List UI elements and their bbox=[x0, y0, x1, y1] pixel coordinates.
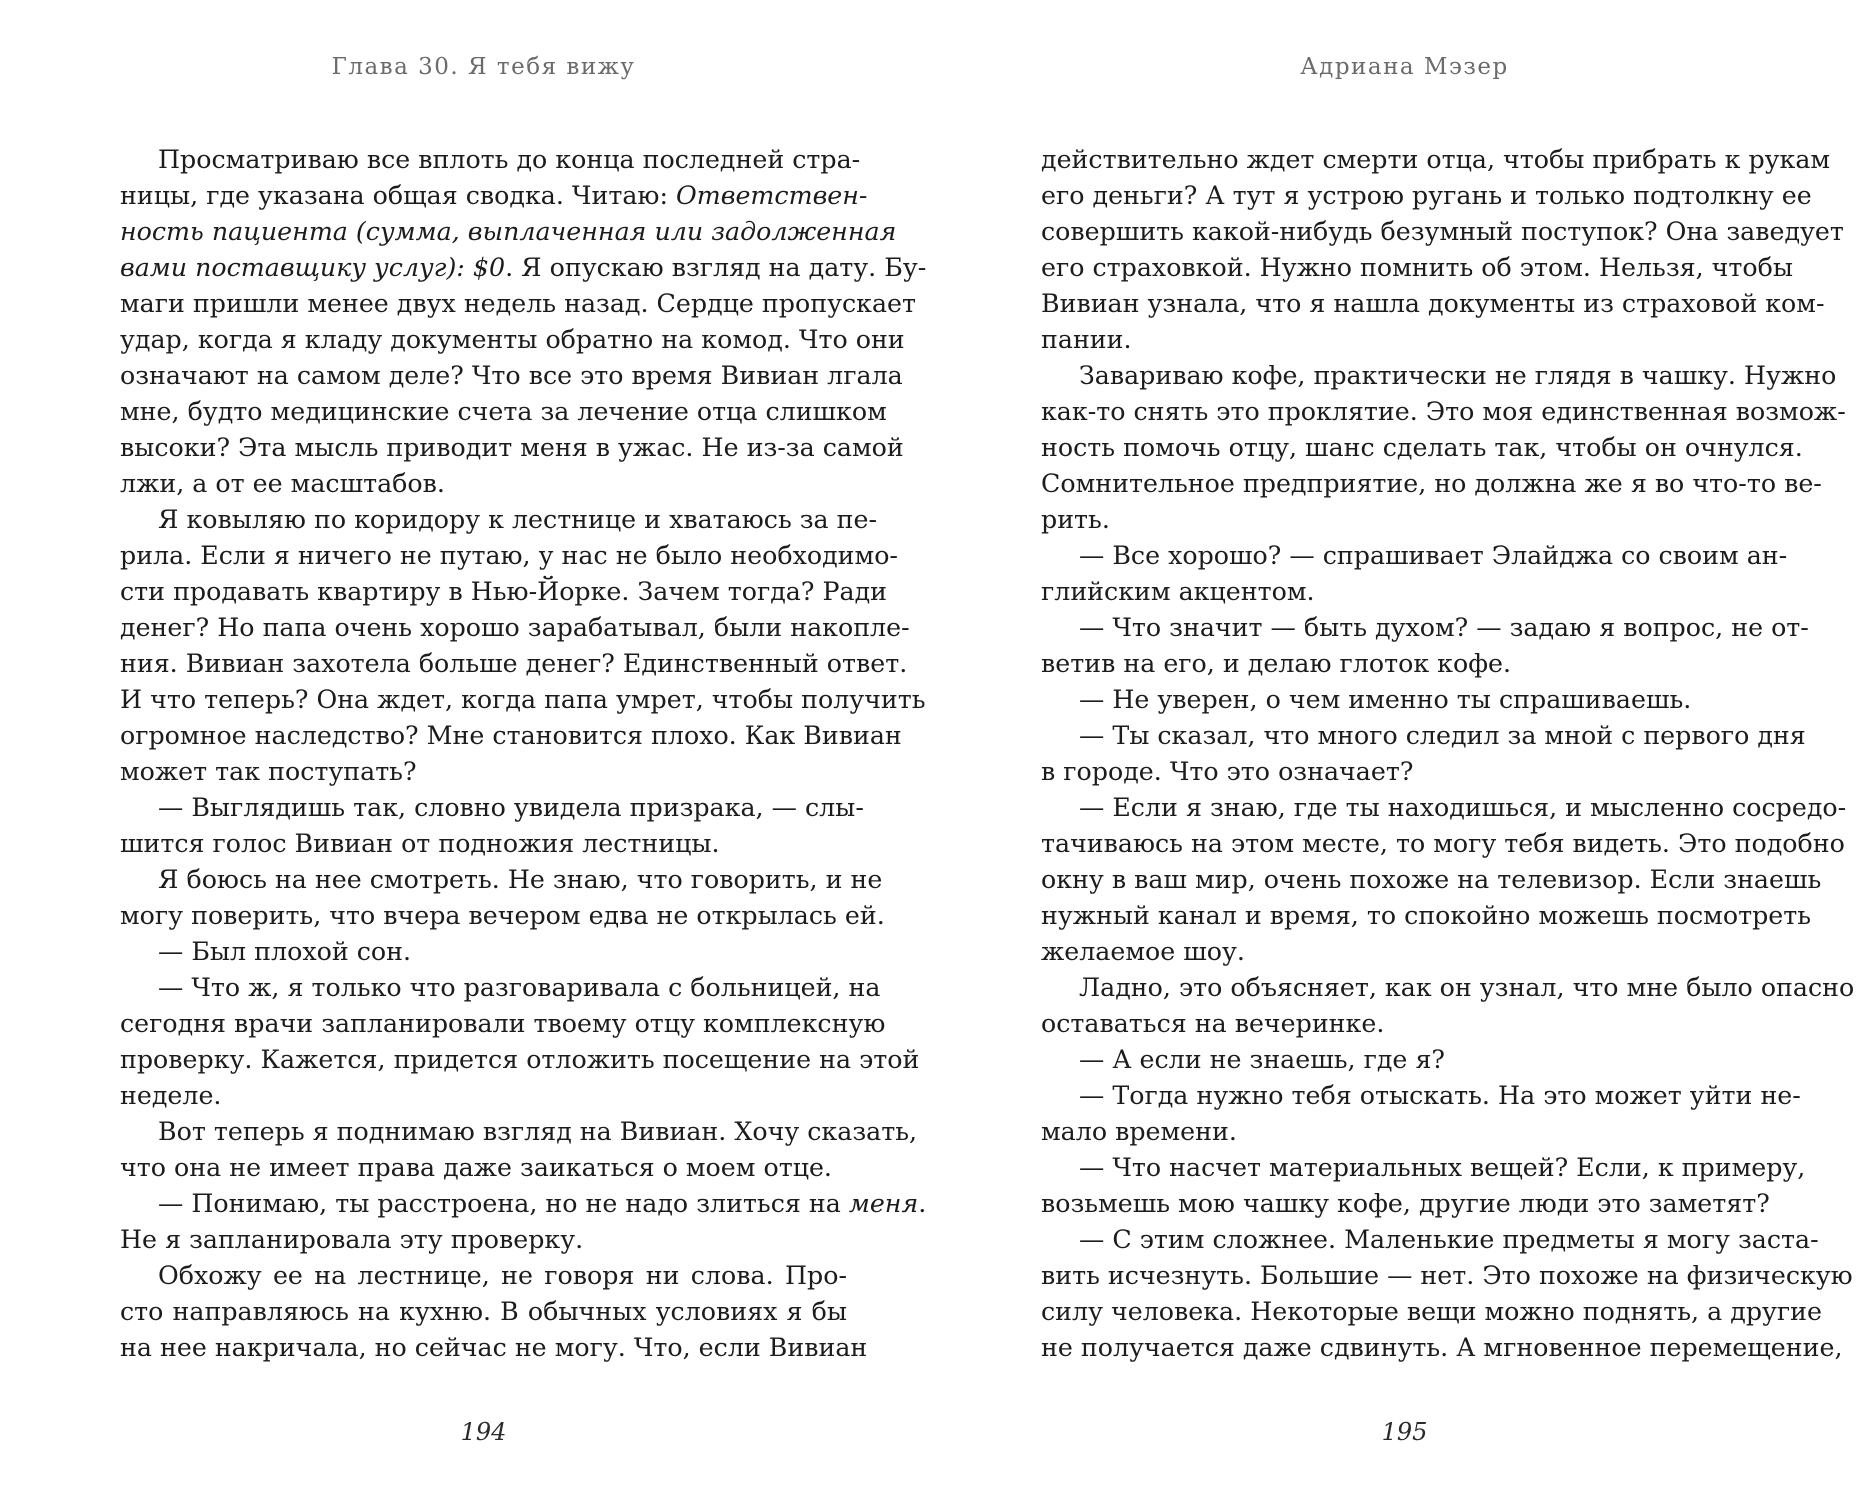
page-number: 194 bbox=[460, 1418, 507, 1446]
line-text: . bbox=[918, 1189, 927, 1218]
line-text: в городе. Что это означает? bbox=[1041, 757, 1414, 786]
text-line bbox=[120, 1222, 847, 1258]
text-line bbox=[120, 430, 904, 466]
line-text: как-то снять это проклятие. Это моя единственная возмож- bbox=[1041, 397, 1846, 426]
text-line bbox=[120, 1006, 886, 1042]
text-line bbox=[1041, 538, 1788, 574]
line-text: маги пришли менее двух недель назад. Сердце пропускает bbox=[120, 289, 916, 318]
text-line bbox=[1041, 718, 1806, 754]
text-line bbox=[120, 970, 881, 1006]
text-line bbox=[120, 1150, 847, 1186]
line-text: — Что значит — быть духом? — задаю я вопрос, не от- bbox=[1079, 613, 1809, 642]
text-line bbox=[120, 898, 885, 934]
text-line bbox=[120, 286, 916, 322]
line-text: может так поступать? bbox=[120, 757, 417, 786]
text-line bbox=[1041, 1294, 1822, 1330]
line-text: сто направляюсь на кухню. В обычных условиях я бы bbox=[120, 1297, 847, 1326]
line-text: — Тогда нужно тебя отыскать. На это может уйти не- bbox=[1079, 1081, 1801, 1110]
line-text: возьмешь мою чашку кофе, другие люди это заметят? bbox=[1041, 1189, 1770, 1218]
running-head-chapter: Глава 30. Я тебя вижу bbox=[331, 54, 636, 80]
line-text: огромное наследство? Мне становится плохо. Как Вивиан bbox=[120, 721, 902, 750]
text-line bbox=[120, 934, 847, 970]
line-text: ницы, где указана общая сводка. Читаю: bbox=[120, 181, 677, 210]
line-text: — Не уверен, о чем именно ты спрашиваешь. bbox=[1079, 685, 1692, 714]
line-text: что она не имеет права даже заикаться о моем отце. bbox=[120, 1153, 832, 1182]
line-text: Я ковыляю по коридору к лестнице и хватаюсь за пе- bbox=[158, 505, 878, 534]
text-line bbox=[1041, 1114, 1768, 1150]
line-text: — Понимаю, ты расстроена, но не надо злиться на bbox=[158, 1189, 849, 1218]
line-text: лжи, а от ее масштабов. bbox=[120, 469, 445, 498]
line-text: ния. Вивиан захотела больше денег? Единственный ответ. bbox=[120, 649, 908, 678]
line-text: неделе. bbox=[120, 1081, 222, 1110]
text-line bbox=[1041, 1150, 1806, 1186]
line-text: не получается даже сдвинуть. А мгновенное перемещение, bbox=[1041, 1333, 1843, 1362]
text-line bbox=[1041, 754, 1768, 790]
line-text: желаемое шоу. bbox=[1041, 937, 1245, 966]
line-text: — А если не знаешь, где я? bbox=[1079, 1045, 1445, 1074]
line-text: удар, когда я кладу документы обратно на комод. Что они bbox=[120, 325, 905, 354]
text-line bbox=[120, 1330, 868, 1366]
line-text: глийским акцентом. bbox=[1041, 577, 1315, 606]
line-text: мне, будто медицинские счета за лечение отца слишком bbox=[120, 397, 887, 426]
line-text: нужный канал и время, то спокойно можешь посмотреть bbox=[1041, 901, 1812, 930]
text-line bbox=[120, 574, 888, 610]
text-line bbox=[120, 1078, 847, 1114]
text-line bbox=[120, 502, 878, 538]
text-line bbox=[1041, 862, 1822, 898]
line-text: совершить какой-нибудь безумный поступок? Она заведует bbox=[1041, 217, 1844, 246]
line-text: рить. bbox=[1041, 505, 1110, 534]
text-line bbox=[120, 1042, 920, 1078]
text-line bbox=[120, 610, 910, 646]
line-text: Вивиан узнала, что я нашла документы из страховой ком- bbox=[1041, 289, 1825, 318]
text-line bbox=[120, 826, 847, 862]
text-line bbox=[1041, 1330, 1843, 1366]
line-text: — Что ж, я только что разговаривала с больницей, на bbox=[158, 973, 881, 1002]
text-line bbox=[1041, 790, 1847, 826]
line-text: проверку. Кажется, придется отложить посещение на этой bbox=[120, 1045, 920, 1074]
left-page bbox=[120, 0, 927, 1500]
left-page-text bbox=[120, 142, 927, 1366]
text-line bbox=[1041, 1222, 1819, 1258]
line-text: Завариваю кофе, практически не глядя в чашку. Нужно bbox=[1079, 361, 1837, 390]
line-text: Не я запланировала эту проверку. bbox=[120, 1225, 584, 1254]
right-page bbox=[1041, 0, 1855, 1500]
text-line bbox=[120, 790, 864, 826]
line-text: Я боюсь на нее смотреть. Не знаю, что говорить, и не bbox=[158, 865, 883, 894]
text-line bbox=[1041, 826, 1845, 862]
text-line bbox=[1041, 1042, 1768, 1078]
text-line bbox=[120, 862, 883, 898]
text-line bbox=[1041, 1258, 1853, 1294]
line-text: окну в ваш мир, очень похоже на телевизор. Если знаешь bbox=[1041, 865, 1822, 894]
line-text: мало времени. bbox=[1041, 1117, 1237, 1146]
text-line bbox=[120, 1258, 847, 1294]
line-text: его деньги? А тут я устрою ругань и только подтолкну ее bbox=[1041, 181, 1812, 210]
line-text: — Если я знаю, где ты находишься, и мысленно сосредо- bbox=[1079, 793, 1847, 822]
line-text: — Был плохой сон. bbox=[158, 937, 412, 966]
line-text: на нее накричала, но сейчас не могу. Что, если Вивиан bbox=[120, 1333, 868, 1362]
text-line bbox=[1041, 1006, 1768, 1042]
text-line bbox=[1041, 898, 1812, 934]
line-text: сегодня врачи запланировали твоему отцу комплексную bbox=[120, 1009, 886, 1038]
text-line bbox=[120, 250, 927, 286]
line-text: силу человека. Некоторые вещи можно поднять, а другие bbox=[1041, 1297, 1822, 1326]
text-line bbox=[1041, 214, 1844, 250]
text-line bbox=[1041, 1186, 1768, 1222]
line-text: могу поверить, что вчера вечером едва не открылась ей. bbox=[120, 901, 885, 930]
line-text: означают на самом деле? Что все это время Вивиан лгала bbox=[120, 361, 903, 390]
text-line bbox=[1041, 466, 1822, 502]
text-line bbox=[120, 1186, 927, 1222]
page-number: 195 bbox=[1381, 1418, 1428, 1446]
italic-text: вами поставщику услуг): $0 bbox=[120, 253, 506, 282]
line-text: Вот теперь я поднимаю взгляд на Вивиан. Хочу сказать, bbox=[158, 1117, 918, 1146]
text-line bbox=[1041, 646, 1768, 682]
text-line bbox=[1041, 142, 1831, 178]
line-text: — Что насчет материальных вещей? Если, к примеру, bbox=[1079, 1153, 1806, 1182]
text-line bbox=[1041, 502, 1768, 538]
text-line bbox=[1041, 610, 1809, 646]
text-line bbox=[120, 718, 902, 754]
line-text: Обхожу ее на лестнице, не говоря ни слова. Про- bbox=[158, 1261, 847, 1290]
text-line bbox=[120, 538, 898, 574]
line-text: пании. bbox=[1041, 325, 1132, 354]
text-line bbox=[120, 1114, 918, 1150]
text-line bbox=[1041, 934, 1768, 970]
right-page-text bbox=[1041, 142, 1855, 1366]
italic-text: ность пациента (сумма, выплаченная или задолженная bbox=[120, 217, 897, 246]
text-line bbox=[120, 682, 926, 718]
line-text: шится голос Вивиан от подножия лестницы. bbox=[120, 829, 720, 858]
text-line bbox=[1041, 358, 1837, 394]
line-text: денег? Но папа очень хорошо зарабатывал, были накопле- bbox=[120, 613, 910, 642]
text-line bbox=[120, 214, 897, 250]
text-line bbox=[1041, 394, 1846, 430]
text-line bbox=[1041, 178, 1812, 214]
line-text: высоки? Эта мысль приводит меня в ужас. Не из-за самой bbox=[120, 433, 904, 462]
text-line bbox=[120, 142, 861, 178]
text-line bbox=[1041, 250, 1793, 286]
line-text: ветив на его, и делаю глоток кофе. bbox=[1041, 649, 1512, 678]
text-line bbox=[120, 178, 868, 214]
text-line bbox=[120, 1294, 847, 1330]
italic-text: Ответствен- bbox=[676, 181, 868, 210]
text-line bbox=[120, 754, 847, 790]
text-line bbox=[1041, 322, 1768, 358]
text-line bbox=[120, 466, 847, 502]
text-line bbox=[120, 394, 887, 430]
text-line bbox=[1041, 574, 1768, 610]
line-text: действительно ждет смерти отца, чтобы прибрать к рукам bbox=[1041, 145, 1831, 174]
text-line bbox=[120, 358, 903, 394]
text-line bbox=[1041, 430, 1803, 466]
text-line bbox=[1041, 970, 1855, 1006]
line-text: И что теперь? Она ждет, когда папа умрет, чтобы получить bbox=[120, 685, 926, 714]
line-text: ность помочь отцу, шанс сделать так, чтобы он очнулся. bbox=[1041, 433, 1803, 462]
line-text: Сомнительное предприятие, но должна же я во что-то ве- bbox=[1041, 469, 1822, 498]
line-text: — Выглядишь так, словно увидела призрака, — слы- bbox=[158, 793, 864, 822]
line-text: вить исчезнуть. Большие — нет. Это похоже на физическую bbox=[1041, 1261, 1853, 1290]
text-line bbox=[1041, 286, 1825, 322]
line-text: сти продавать квартиру в Нью-Йорке. Зачем тогда? Ради bbox=[120, 577, 888, 606]
line-text: . Я опускаю взгляд на дату. Бу- bbox=[505, 253, 927, 282]
line-text: Просматриваю все вплоть до конца последней стра- bbox=[158, 145, 861, 174]
italic-text: меня bbox=[848, 1189, 919, 1218]
text-line bbox=[1041, 1078, 1801, 1114]
text-line bbox=[1041, 682, 1768, 718]
line-text: — Все хорошо? — спрашивает Элайджа со своим ан- bbox=[1079, 541, 1788, 570]
text-line bbox=[120, 646, 908, 682]
line-text: — С этим сложнее. Маленькие предметы я могу заста- bbox=[1079, 1225, 1819, 1254]
running-head-author: Адриана Мэзер bbox=[1300, 54, 1509, 80]
line-text: — Ты сказал, что много следил за мной с первого дня bbox=[1079, 721, 1806, 750]
line-text: тачиваюсь на этом месте, то могу тебя видеть. Это подобно bbox=[1041, 829, 1845, 858]
text-line bbox=[120, 322, 905, 358]
line-text: его страховкой. Нужно помнить об этом. Нельзя, чтобы bbox=[1041, 253, 1793, 282]
line-text: Ладно, это объясняет, как он узнал, что мне было опасно bbox=[1079, 973, 1855, 1002]
line-text: оставаться на вечеринке. bbox=[1041, 1009, 1385, 1038]
line-text: рила. Если я ничего не путаю, у нас не было необходимо- bbox=[120, 541, 898, 570]
